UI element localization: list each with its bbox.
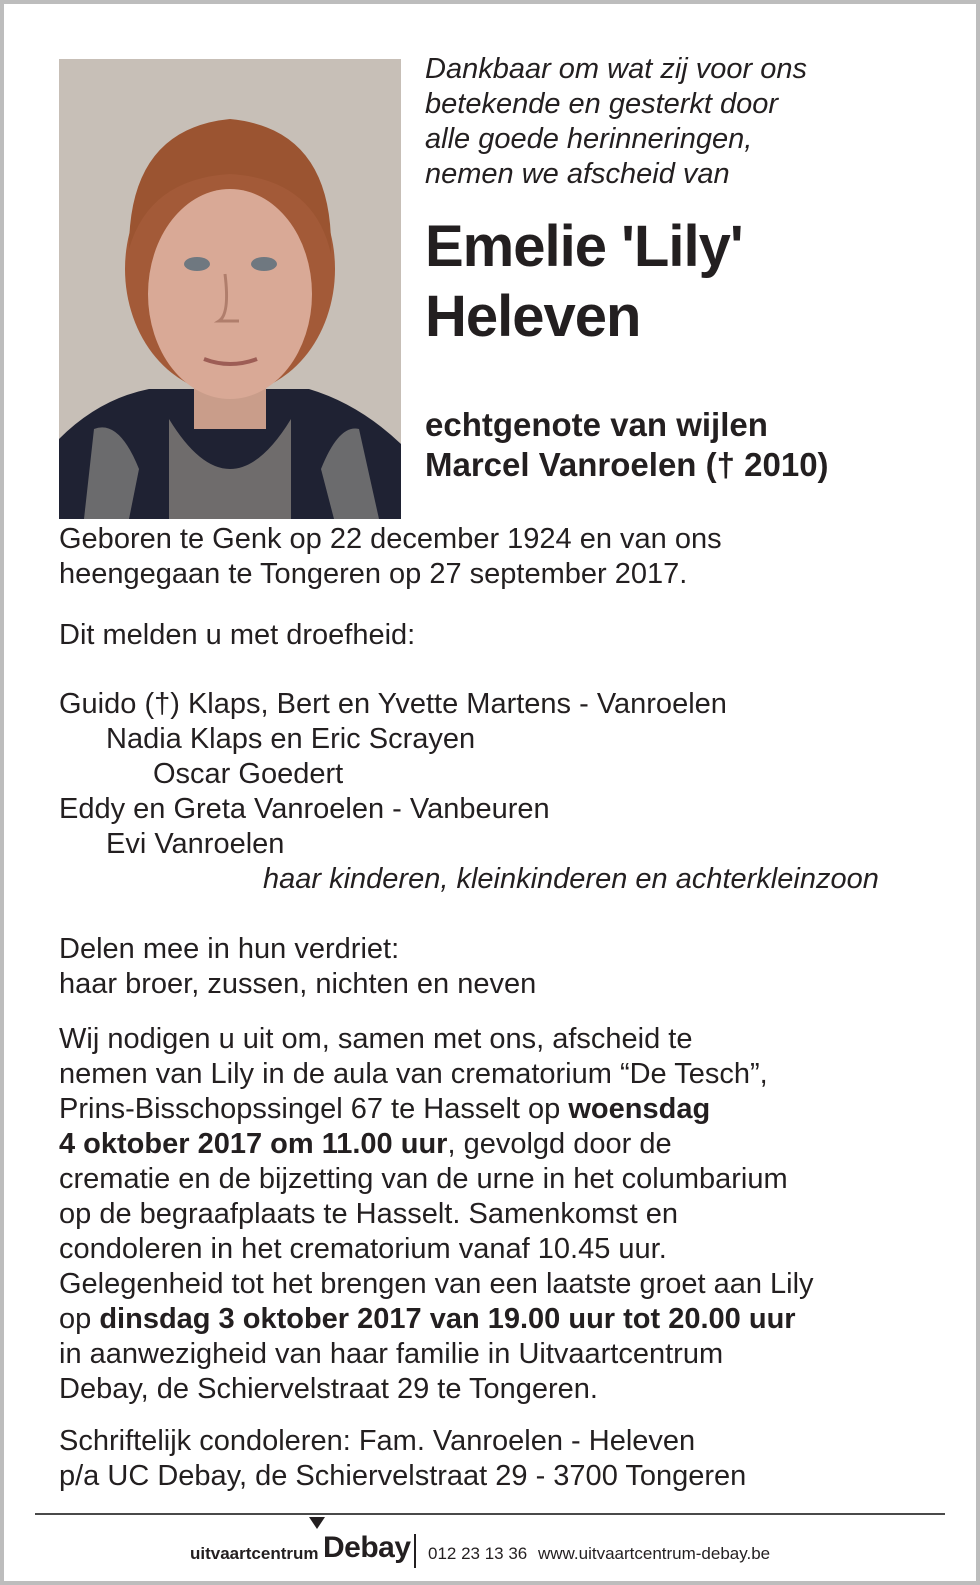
name-line: Heleven <box>425 284 641 349</box>
spouse-line: echtgenote van wijlen <box>425 406 768 443</box>
family-line: Nadia Klaps en Eric Scrayen <box>106 723 476 755</box>
spouse-line: Marcel Vanroelen († 2010) <box>425 446 829 483</box>
condolence-line: Schriftelijk condoleren: Fam. Vanroelen - Heleven <box>59 1425 696 1457</box>
footer-phone: 012 23 13 36 <box>428 1544 528 1563</box>
family-line: Guido (†) Klaps, Bert en Yvette Martens - Vanroelen <box>59 688 727 720</box>
footer-divider <box>35 1513 945 1515</box>
footer <box>0 1520 980 1575</box>
invite-text: op <box>59 1303 100 1335</box>
announcement: Dit melden u met droefheid: <box>59 619 416 651</box>
invite-line: condoleren in het crematorium vanaf 10.45 uur. <box>59 1233 667 1265</box>
invite-line <box>59 1302 796 1337</box>
footer-separator <box>414 1534 416 1568</box>
invite-line: Wij nodigen u uit om, samen met ons, afscheid te <box>59 1023 693 1055</box>
family-line: Eddy en Greta Vanroelen - Vanbeuren <box>59 793 550 825</box>
invite-line: op de begraafplaats te Hasselt. Samenkomst en <box>59 1198 679 1230</box>
footer-prefix: uitvaartcentrum <box>190 1544 319 1563</box>
invite-line: in aanwezigheid van haar familie in Uitvaartcentrum <box>59 1338 724 1370</box>
invite-line: Debay, de Schiervelstraat 29 te Tongeren. <box>59 1373 598 1405</box>
family-line: Evi Vanroelen <box>106 828 285 860</box>
born-line: heengegaan te Tongeren op 27 september 2017. <box>59 558 688 590</box>
invite-line: crematie en de bijzetting van de urne in het columbarium <box>59 1163 788 1195</box>
intro-line: betekende en gesterkt door <box>425 88 779 120</box>
share-line: haar broer, zussen, nichten en neven <box>59 968 537 1000</box>
intro-text <box>425 52 945 192</box>
intro-line: Dankbaar om wat zij voor ons <box>425 53 807 85</box>
name-line: Emelie 'Lily' <box>425 214 743 279</box>
invite-line: Gelegenheid tot het brengen van een laatste groet aan Lily <box>59 1268 814 1300</box>
invite-line: nemen van Lily in de aula van crematorium “De Tesch”, <box>59 1058 768 1090</box>
deceased-name <box>425 212 945 352</box>
invite-text: Prins-Bisschopssingel 67 te Hasselt op <box>59 1093 569 1125</box>
footer-website-link[interactable]: www.uitvaartcentrum-debay.be <box>538 1544 771 1563</box>
footer-logo: Debay <box>323 1531 411 1564</box>
visit-date-bold: dinsdag 3 oktober 2017 van 19.00 uur tot 20.00 uur <box>99 1303 796 1335</box>
invite-date-bold: 4 oktober 2017 om 11.00 uur <box>59 1128 448 1160</box>
invite-line <box>59 1092 710 1127</box>
portrait-illustration <box>59 59 401 519</box>
invite-date-bold: woensdag <box>568 1093 711 1125</box>
spouse-info <box>425 405 945 485</box>
share-line: Delen mee in hun verdriet: <box>59 933 400 965</box>
family-line: Oscar Goedert <box>153 758 344 790</box>
intro-line: nemen we afscheid van <box>425 158 730 190</box>
intro-line: alle goede herinneringen, <box>425 123 753 155</box>
family-caption: haar kinderen, kleinkinderen en achterkleinzoon <box>263 863 879 895</box>
invite-line <box>59 1127 672 1162</box>
condolence-line: p/a UC Debay, de Schiervelstraat 29 - 3700 Tongeren <box>59 1460 747 1492</box>
born-line: Geboren te Genk op 22 december 1924 en van ons <box>59 523 722 555</box>
invite-text: , gevolgd door de <box>447 1128 672 1160</box>
portrait-photo <box>59 59 401 519</box>
logo-triangle-icon <box>309 1517 325 1529</box>
